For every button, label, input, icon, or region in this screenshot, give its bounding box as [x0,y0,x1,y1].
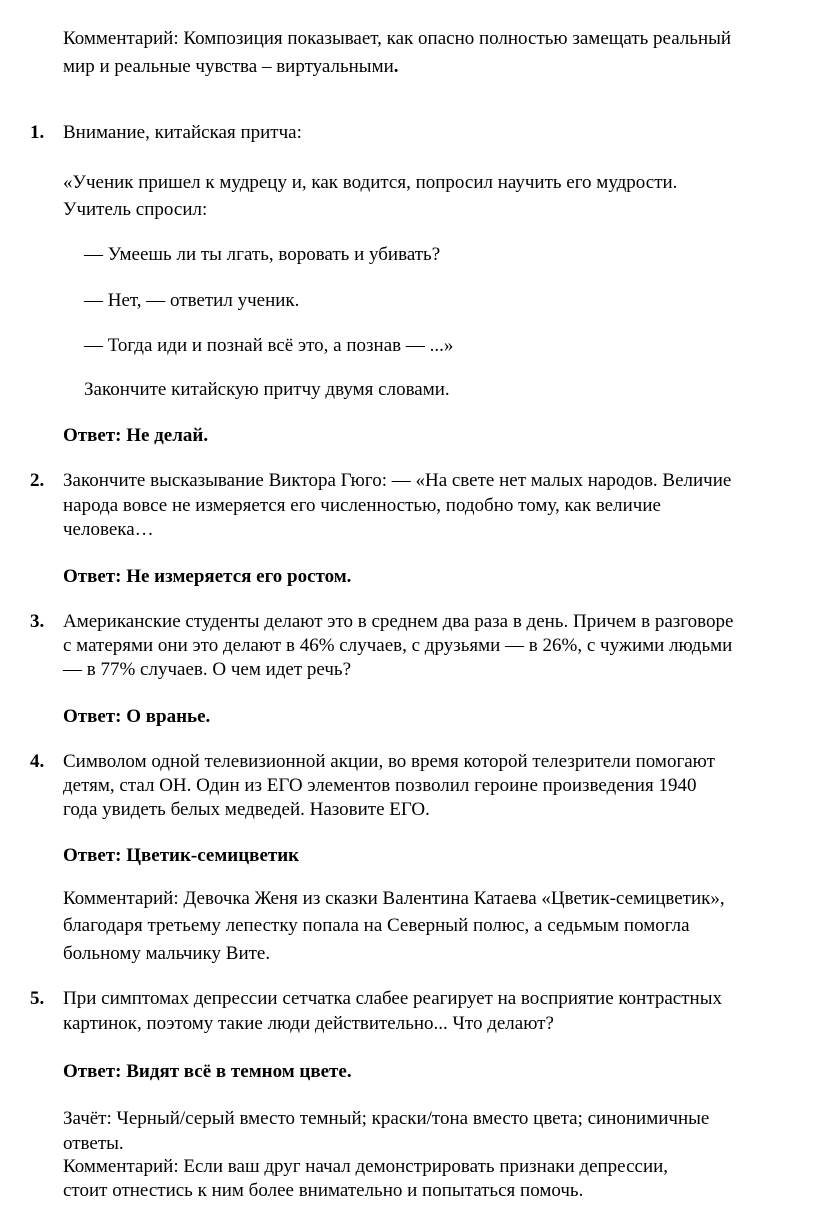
question-2-number: 2. [30,470,45,491]
question-1-dialogue-2: — Нет, — ответил ученик. [84,290,300,311]
question-3-line-3: — в 77% случаев. О чем идет речь? [63,659,352,680]
question-4-line-2: детям, стал ОН. Один из ЕГО элементов позволил героине произведения 1940 [63,775,697,796]
question-2-line-2: народа вовсе не измеряется его численностью, подобно тому, как величие [63,495,661,516]
question-4-comment-line-3: больному мальчику Вите. [63,943,271,964]
question-1-dialogue-3: — Тогда иди и познай всё это, а познав — ...» [84,335,454,356]
intro-comment-line-2 [63,55,399,79]
question-5-credit-line-2: ответы. [63,1133,124,1154]
question-3-answer: Ответ: О вранье. [63,706,211,727]
intro-comment-period: . [393,56,399,77]
question-1-line-3: Учитель спросил: [63,199,208,220]
question-5-answer: Ответ: Видят всё в темном цвете. [63,1061,352,1082]
question-5-credit-line-1: Зачёт: Черный/серый вместо темный; краски/тона вместо цвета; синонимичные [63,1108,710,1129]
question-5-line-2: картинок, поэтому такие люди действительно... Что делают? [63,1013,554,1034]
question-5-number: 5. [30,988,45,1009]
question-4-line-3: года увидеть белых медведей. Назовите ЕГО. [63,799,430,820]
question-1-answer: Ответ: Не делай. [63,425,209,446]
intro-comment-text: мир и реальные чувства – виртуальными [63,56,394,77]
question-3-line-1: Американские студенты делают это в среднем два раза в день. Причем в разговоре [63,611,734,632]
question-5-line-1: При симптомах депрессии сетчатка слабее реагирует на восприятие контрастных [63,988,722,1009]
question-4-number: 4. [30,751,45,772]
question-4-line-1: Символом одной телевизионной акции, во время которой телезрители помогают [63,751,715,772]
question-2-line-1: Закончите высказывание Виктора Гюго: — «На свете нет малых народов. Величие [63,470,732,491]
question-1-task: Закончите китайскую притчу двумя словами. [84,379,450,400]
question-2-answer: Ответ: Не измеряется его ростом. [63,566,352,587]
question-3-line-2: с матерями они это делают в 46% случаев, с друзьями — в 26%, с чужими людьми [63,635,733,656]
question-5-comment-line-2: стоит отнестись к ним более внимательно и попытаться помочь. [63,1180,584,1201]
question-1-dialogue-1: — Умеешь ли ты лгать, воровать и убивать? [84,244,441,265]
question-1-line-1: Внимание, китайская притча: [63,122,302,143]
question-4-comment-line-2: благодаря третьему лепестку попала на Северный полюс, а седьмым помогла [63,915,690,936]
question-1-line-2: «Ученик пришел к мудрецу и, как водится, попросил научить его мудрости. [63,172,678,193]
intro-comment-line-1: Комментарий: Композиция показывает, как опасно полностью замещать реальный [63,28,732,49]
question-2-line-3: человека… [63,519,154,540]
question-4-comment-line-1: Комментарий: Девочка Женя из сказки Валентина Катаева «Цветик-семицветик», [63,888,725,909]
question-4-answer: Ответ: Цветик-семицветик [63,845,300,866]
question-5-comment-line-1: Комментарий: Если ваш друг начал демонстрировать признаки депрессии, [63,1156,669,1177]
question-1-number: 1. [30,122,45,143]
question-3-number: 3. [30,611,45,632]
